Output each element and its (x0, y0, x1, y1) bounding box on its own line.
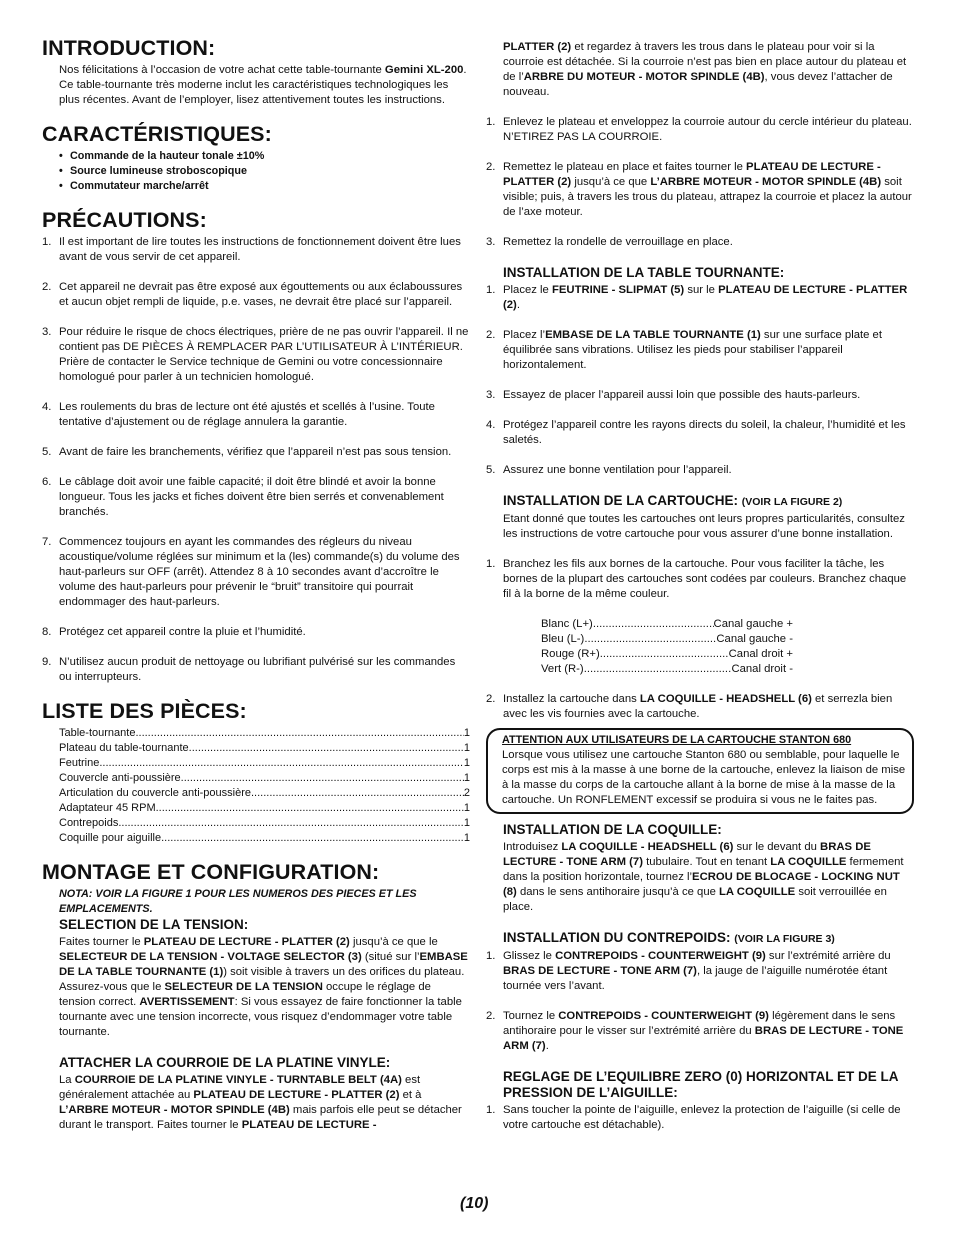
list-item: 2. Cet appareil ne devrait pas être exposé aux égouttements ou aux éclaboussures et aucun objet rempli de liquide, p.e. vases, ne devrait être placé sur l’appareil. (42, 281, 463, 308)
wire-row: Bleu (L-) ..... Canal gauche - (541, 632, 793, 647)
parts-row: Articulation du couvercle anti-poussière ..... 2 (59, 786, 470, 801)
list-item: 5. Assurez une bonne ventilation pour l’appareil. (486, 464, 732, 476)
counterweight-steps (486, 949, 914, 1054)
parts-heading: LISTE DES PIÈCES: (42, 699, 247, 723)
voltage-heading: SELECTION DE LA TENSION: (59, 917, 249, 932)
belt-steps (486, 115, 914, 250)
parts-row: Table-tournante ..... 1 (59, 726, 470, 741)
setup-note: NOTA: VOIR LA FIGURE 1 POUR LES NUMEROS DES PIECES ET LES EMPLACEMENTS. (59, 888, 417, 915)
headshell-heading: INSTALLATION DE LA COQUILLE: (503, 822, 722, 837)
list-item: 6. Le câblage doit avoir une faible capacité; il doit être blindé et avoir la bonne longueur. Tous les jacks et fiches doivent être bien serrés et convenablement branchés. (42, 476, 444, 518)
stanton-warning-box (486, 728, 914, 814)
install-steps (486, 283, 914, 478)
wire-row: Blanc (L+) ..... Canal gauche + (541, 617, 793, 632)
parts-row: Couvercle anti-poussière ..... 1 (59, 771, 470, 786)
list-item: 3. Remettez la rondelle de verrouillage en place. (486, 236, 733, 248)
parts-list (42, 726, 470, 846)
page-number: (10) (460, 1195, 489, 1212)
precautions-heading: PRÉCAUTIONS: (42, 208, 207, 232)
list-item: 1. Branchez les fils aux bornes de la cartouche. Pour vous faciliter la tâche, les bornes de la plupart des cartouches sont codées par couleurs. Branchez chaque fil à la borne de la même couleur. Blanc (L+) ..... Canal gauche + Bleu (L-) ..... Canal gauche - Rouge (R+) ..... Canal droit + Vert (R-) ..... Canal droit - (486, 557, 914, 677)
left-column (42, 36, 470, 1133)
zero-balance-heading: REGLAGE DE L’EQUILIBRE ZERO (0) HORIZONTAL ET DE LA PRESSION DE L’AIGUILLE: (503, 1069, 899, 1100)
zero-balance-steps (486, 1103, 914, 1133)
wire-row: Rouge (R+) ..... Canal droit + (541, 647, 793, 662)
intro-heading: INTRODUCTION: (42, 36, 216, 60)
list-item: 2. Placez l’EMBASE DE LA TABLE TOURNANTE (1) sur une surface plate et équilibrée sans vibrations. Utilisez les pieds pour stabiliser l’appareil horizontalement. (486, 329, 882, 371)
list-item: 2. Remettez le plateau en place et faites tourner le PLATEAU DE LECTURE - PLATTER (2) jusqu’à ce que L’ARBRE MOTEUR - MOTOR SPINDLE (4B) soit visible; puis, à travers les trous du plateau, attrapez la courroie et placez la autour de l’axe moteur. (486, 161, 912, 218)
belt-heading: ATTACHER LA COURROIE DE LA PLATINE VINYLE: (59, 1055, 391, 1070)
wire-table (503, 617, 914, 677)
list-item: 8. Protégez cet appareil contre la pluie et l’humidité. (42, 626, 306, 638)
list-item: 7. Commencez toujours en ayant les commandes des régleurs du niveau acoustique/volume réglées sur minimum et la (les) commande(s) du volume des haut-parleurs sur OFF (arrêt). Attendez 8 à 10 secondes avant d’accroître le volume des haut-parleurs pour prévenir le “bruit” transitoire qui pourrait endommager des haut-parleurs. (42, 536, 460, 608)
features-list (59, 149, 470, 194)
counterweight-heading: INSTALLATION DU CONTREPOIDS: (VOIR LA FIGURE 3) (503, 930, 835, 945)
cartridge-heading: INSTALLATION DE LA CARTOUCHE: (VOIR LA FIGURE 2) (503, 493, 843, 508)
list-item: 2. Installez la cartouche dans LA COQUILLE - HEADSHELL (6) et serrezla bien avec les vis fournies avec la cartouche. (486, 693, 893, 720)
headshell-paragraph: Introduisez LA COQUILLE - HEADSHELL (6) sur le devant du BRAS DE LECTURE - TONE ARM (7) tubulaire. Tout en tenant LA COQUILLE fermement dans la position horizontale, tournez l’ECROU DE BLOCAGE - LOCKING NUT (8) dans le sens antihoraire jusqu’à ce que LA COQUILLE soit verrouillée en place. (503, 841, 904, 913)
warning-text: Lorsque vous utilisez une cartouche Stanton 680 ou semblable, pour laquelle le corps est mis à la masse à une borne de la cartouche, enlevez la liaison de mise à la masse du corps de la cartouche allant à la borne de mise à la masse de la cartouche. Un RONFLEMENT excessif se produira si vous ne le faites pas. (502, 749, 906, 806)
voltage-paragraph: Faites tourner le PLATEAU DE LECTURE - PLATTER (2) jusqu’à ce que le SELECTEUR DE LA TENSION - VOLTAGE SELECTOR (3) (situé sur l’EMBASE DE LA TABLE TOURNANTE (1)) soit visible à travers un des orifices du plateau. Assurez-vous que le SELECTEUR DE LA TENSION occupe le réglage de tension correct. AVERTISSEMENT: Si vous essayez de faire fonctionner la table tournante avec une tension incorrecte, vous risquez d’endommager votre table tournante. (59, 936, 468, 1038)
list-item: • Source lumineuse stroboscopique (59, 164, 470, 179)
precautions-list (42, 235, 470, 685)
list-item: 1. Sans toucher la pointe de l’aiguille, enlevez la protection de l’aiguille (si celle de votre cartouche est détachable). (486, 1104, 901, 1131)
belt-paragraph-continued: PLATTER (2) et regardez à travers les trous dans le plateau pour voir si la courroie est détachée. Si la courroie n’est pas bien en place autour du plateau et de l’ARBRE DU MOTEUR - MOTOR SPINDLE (4B), vous devez l’attacher de nouveau. (503, 41, 907, 98)
parts-row: Coquille pour aiguille ..... 1 (59, 831, 470, 846)
list-item: 4. Les roulements du bras de lecture ont été ajustés et scellés à l’usine. Toute tentative d’ajustement ou de réglage annulera la garantie. (42, 401, 435, 428)
warning-title: ATTENTION AUX UTILISATEURS DE LA CARTOUCHE STANTON 680 (502, 734, 852, 746)
list-item: 4. Protégez l’appareil contre les rayons directs du soleil, la chaleur, l’humidité et les saletés. (486, 419, 906, 446)
list-item: 2. Tournez le CONTREPOIDS - COUNTERWEIGHT (9) légèrement dans le sens antihoraire pour le visser sur l’extrémité arrière du BRAS DE LECTURE - TONE ARM (7). (486, 1010, 904, 1052)
list-item: • Commande de la hauteur tonale ±10% (59, 149, 470, 164)
list-item: 5. Avant de faire les branchements, vérifiez que l’appareil n’est pas sous tension. (42, 446, 452, 458)
parts-row: Feutrine ..... 1 (59, 756, 470, 771)
parts-row: Plateau du table-tournante ..... 1 (59, 741, 470, 756)
setup-heading: MONTAGE ET CONFIGURATION: (42, 860, 380, 884)
list-item: 1. Glissez le CONTREPOIDS - COUNTERWEIGHT (9) sur l’extrémité arrière du BRAS DE LECTURE - TONE ARM (7), la jauge de l’aiguille numérotée étant tournée vers l’avant. (486, 950, 891, 992)
features-heading: CARACTÉRISTIQUES: (42, 122, 272, 146)
list-item: 1. Il est important de lire toutes les instructions de fonctionnement doivent être lues avant de vous servir de cet appareil. (42, 236, 461, 263)
list-item: 1. Enlevez le plateau et enveloppez la courroie autour du cercle intérieur du plateau. N’ETIREZ PAS LA COURROIE. (486, 116, 912, 143)
list-item: • Commutateur marche/arrêt (59, 179, 470, 194)
wire-row: Vert (R-) ..... Canal droit - (541, 662, 793, 677)
list-item: 3. Essayez de placer l’appareil aussi loin que possible des hauts-parleurs. (486, 389, 861, 401)
list-item: 3. Pour réduire le risque de chocs électriques, prière de ne pas ouvrir l’appareil. Il ne contient pas DE PIÈCES À REMPLACER PAR L’UTILISATEUR À L’INTÉRIEUR. Prière de contacter le Service technique de Gemini ou votre concessionnaire homologué pour parler à un technicien homologué. (42, 326, 469, 383)
parts-row: Adaptateur 45 RPM ..... 1 (59, 801, 470, 816)
belt-paragraph: La COURROIE DE LA PLATINE VINYLE - TURNTABLE BELT (4A) est généralement attachée au PLATEAU DE LECTURE - PLATTER (2) et à L’ARBRE MOTEUR - MOTOR SPINDLE (4B) mais parfois elle peut se détacher durant le transport. Faites tourner le PLATEAU DE LECTURE - (59, 1074, 462, 1131)
list-item: 9. N’utilisez aucun produit de nettoyage ou lubrifiant pulvérisé sur les commandes ou interrupteurs. (42, 656, 456, 683)
cartridge-steps (486, 557, 914, 722)
parts-row: Contrepoids ..... 1 (59, 816, 470, 831)
cartridge-intro: Etant donné que toutes les cartouches ont leurs propres particularités, consultez les instructions de votre cartouche pour vous assurer d’une bonne installation. (503, 513, 905, 540)
install-heading: INSTALLATION DE LA TABLE TOURNANTE: (503, 265, 785, 280)
right-column (486, 40, 914, 1133)
intro-paragraph: Nos félicitations à l’occasion de votre achat cette table-tournante Gemini XL-200. Ce table-tournante très moderne inclut les caractéristiques technologiques les plus récentes. Avant de l’employer, lisez attentivement toutes les instructions. (59, 64, 467, 106)
list-item: 1. Placez le FEUTRINE - SLIPMAT (5) sur le PLATEAU DE LECTURE - PLATTER (2). (486, 284, 908, 311)
